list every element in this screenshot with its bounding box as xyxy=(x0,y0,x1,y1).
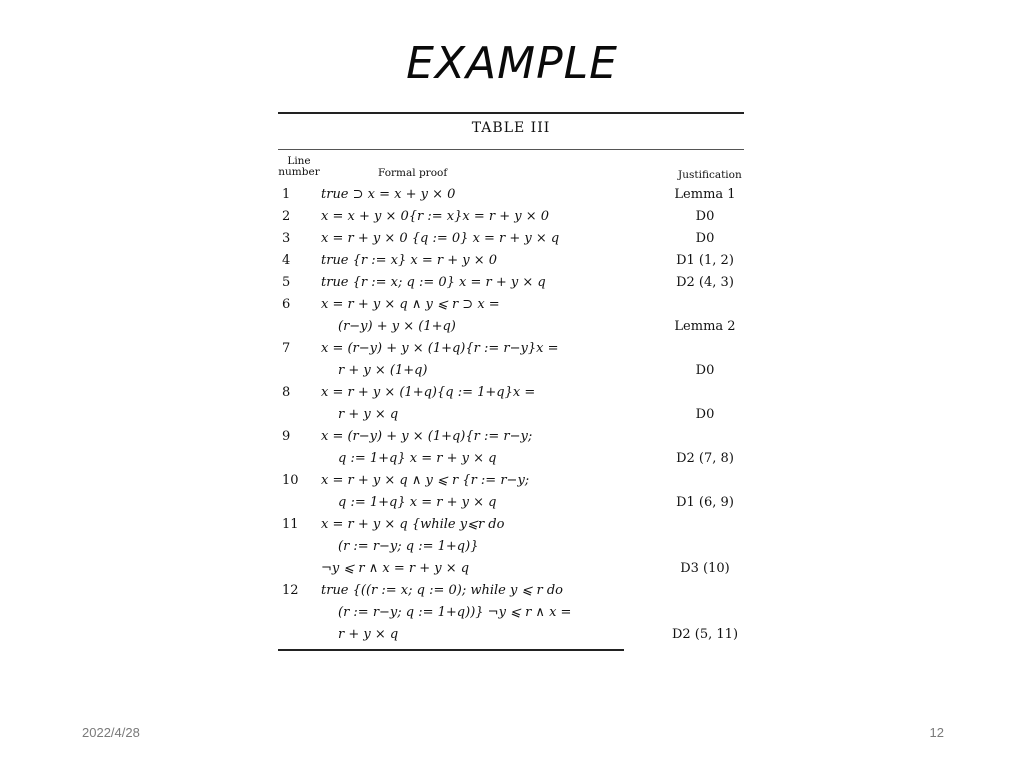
formal-proof-text: r + y × q xyxy=(338,407,399,422)
justification-text: D2 (5, 11) xyxy=(671,627,739,642)
formal-proof-text: (r−y) + y × (1+q) xyxy=(338,319,456,334)
formal-proof-text: x = r + y × (1+q){q := 1+q}x = xyxy=(321,385,536,400)
slide-title: EXAMPLE xyxy=(406,38,618,89)
formal-proof-text: q := 1+q} x = r + y × q xyxy=(338,451,497,466)
line-number: 8 xyxy=(282,385,291,400)
formal-proof-text: r + y × (1+q) xyxy=(338,363,428,378)
table-row xyxy=(278,470,744,492)
line-number: 10 xyxy=(282,473,299,488)
formal-proof-text: (r := r−y; q := 1+q))} ¬y ⩽ r ∧ x = xyxy=(338,605,572,620)
formal-proof-text: ¬y ⩽ r ∧ x = r + y × q xyxy=(321,561,470,576)
slide-date: 2022/4/28 xyxy=(82,725,140,740)
line-number: 1 xyxy=(282,187,291,202)
formal-proof-text: x = r + y × q ∧ y ⩽ r {r := r−y; xyxy=(321,473,530,488)
table-row xyxy=(278,492,744,514)
formal-proof-text: x = r + y × q ∧ y ⩽ r ⊃ x = xyxy=(321,297,500,312)
formal-proof-text: x = x + y × 0{r := x}x = r + y × 0 xyxy=(321,209,550,224)
formal-proof-text: true ⊃ x = x + y × 0 xyxy=(321,187,456,202)
line-number: 3 xyxy=(282,231,291,246)
table-row xyxy=(278,426,744,448)
formal-proof-text: x = r + y × 0 {q := 0} x = r + y × q xyxy=(321,231,560,246)
table-row xyxy=(278,602,744,624)
table-caption: TABLE III xyxy=(471,120,551,136)
table-body xyxy=(278,184,744,646)
formal-proof-text: x = (r−y) + y × (1+q){r := r−y}x = xyxy=(321,341,559,356)
justification-text: D0 xyxy=(695,407,715,422)
table-row xyxy=(278,316,744,338)
table-row xyxy=(278,536,744,558)
line-number: 9 xyxy=(282,429,291,444)
formal-proof-text: (r := r−y; q := 1+q)} xyxy=(338,539,479,554)
justification-text: D1 (6, 9) xyxy=(676,495,734,510)
line-number: 7 xyxy=(282,341,291,356)
header-justification: Justification xyxy=(678,169,742,181)
formal-proof-text: x = r + y × q {while y⩽r do xyxy=(321,517,505,532)
table-row xyxy=(278,294,744,316)
justification-text: D0 xyxy=(695,231,715,246)
justification-text: Lemma 2 xyxy=(674,319,736,334)
formal-proof-text: true {((r := x; q := 0); while y ⩽ r do xyxy=(321,583,563,598)
justification-text: D3 (10) xyxy=(680,561,730,576)
header-formal-proof: Formal proof xyxy=(378,167,448,179)
justification-text: D2 (7, 8) xyxy=(676,451,734,466)
table-caption-rule xyxy=(278,149,744,150)
line-number: 5 xyxy=(282,275,291,290)
table-row xyxy=(278,382,744,404)
formal-proof-text: x = (r−y) + y × (1+q){r := r−y; xyxy=(321,429,533,444)
table-row xyxy=(278,272,744,294)
table-row xyxy=(278,448,744,470)
table-row xyxy=(278,360,744,382)
table-row xyxy=(278,206,744,228)
table-row xyxy=(278,404,744,426)
table-row xyxy=(278,624,744,646)
table-row xyxy=(278,338,744,360)
slide-page-number: 12 xyxy=(929,725,944,740)
table-row xyxy=(278,184,744,206)
justification-text: D2 (4, 3) xyxy=(676,275,734,290)
line-number: 4 xyxy=(282,253,291,268)
table-row xyxy=(278,558,744,580)
table-row xyxy=(278,228,744,250)
line-number: 2 xyxy=(282,209,291,224)
justification-text: D1 (1, 2) xyxy=(676,253,734,268)
header-line-number: Line number xyxy=(278,155,320,178)
justification-text: D0 xyxy=(695,363,715,378)
table-row xyxy=(278,250,744,272)
formal-proof-text: q := 1+q} x = r + y × q xyxy=(338,495,497,510)
justification-text: Lemma 1 xyxy=(674,187,736,202)
table-bottom-rule xyxy=(278,649,624,651)
line-number: 11 xyxy=(282,517,299,532)
table-top-rule xyxy=(278,112,744,114)
formal-proof-text: true {r := x; q := 0} x = r + y × q xyxy=(321,275,546,290)
justification-text: D0 xyxy=(695,209,715,224)
table-row xyxy=(278,514,744,536)
formal-proof-text: true {r := x} x = r + y × 0 xyxy=(321,253,498,268)
line-number: 6 xyxy=(282,297,291,312)
formal-proof-text: r + y × q xyxy=(338,627,399,642)
table-row xyxy=(278,580,744,602)
line-number: 12 xyxy=(282,583,299,598)
